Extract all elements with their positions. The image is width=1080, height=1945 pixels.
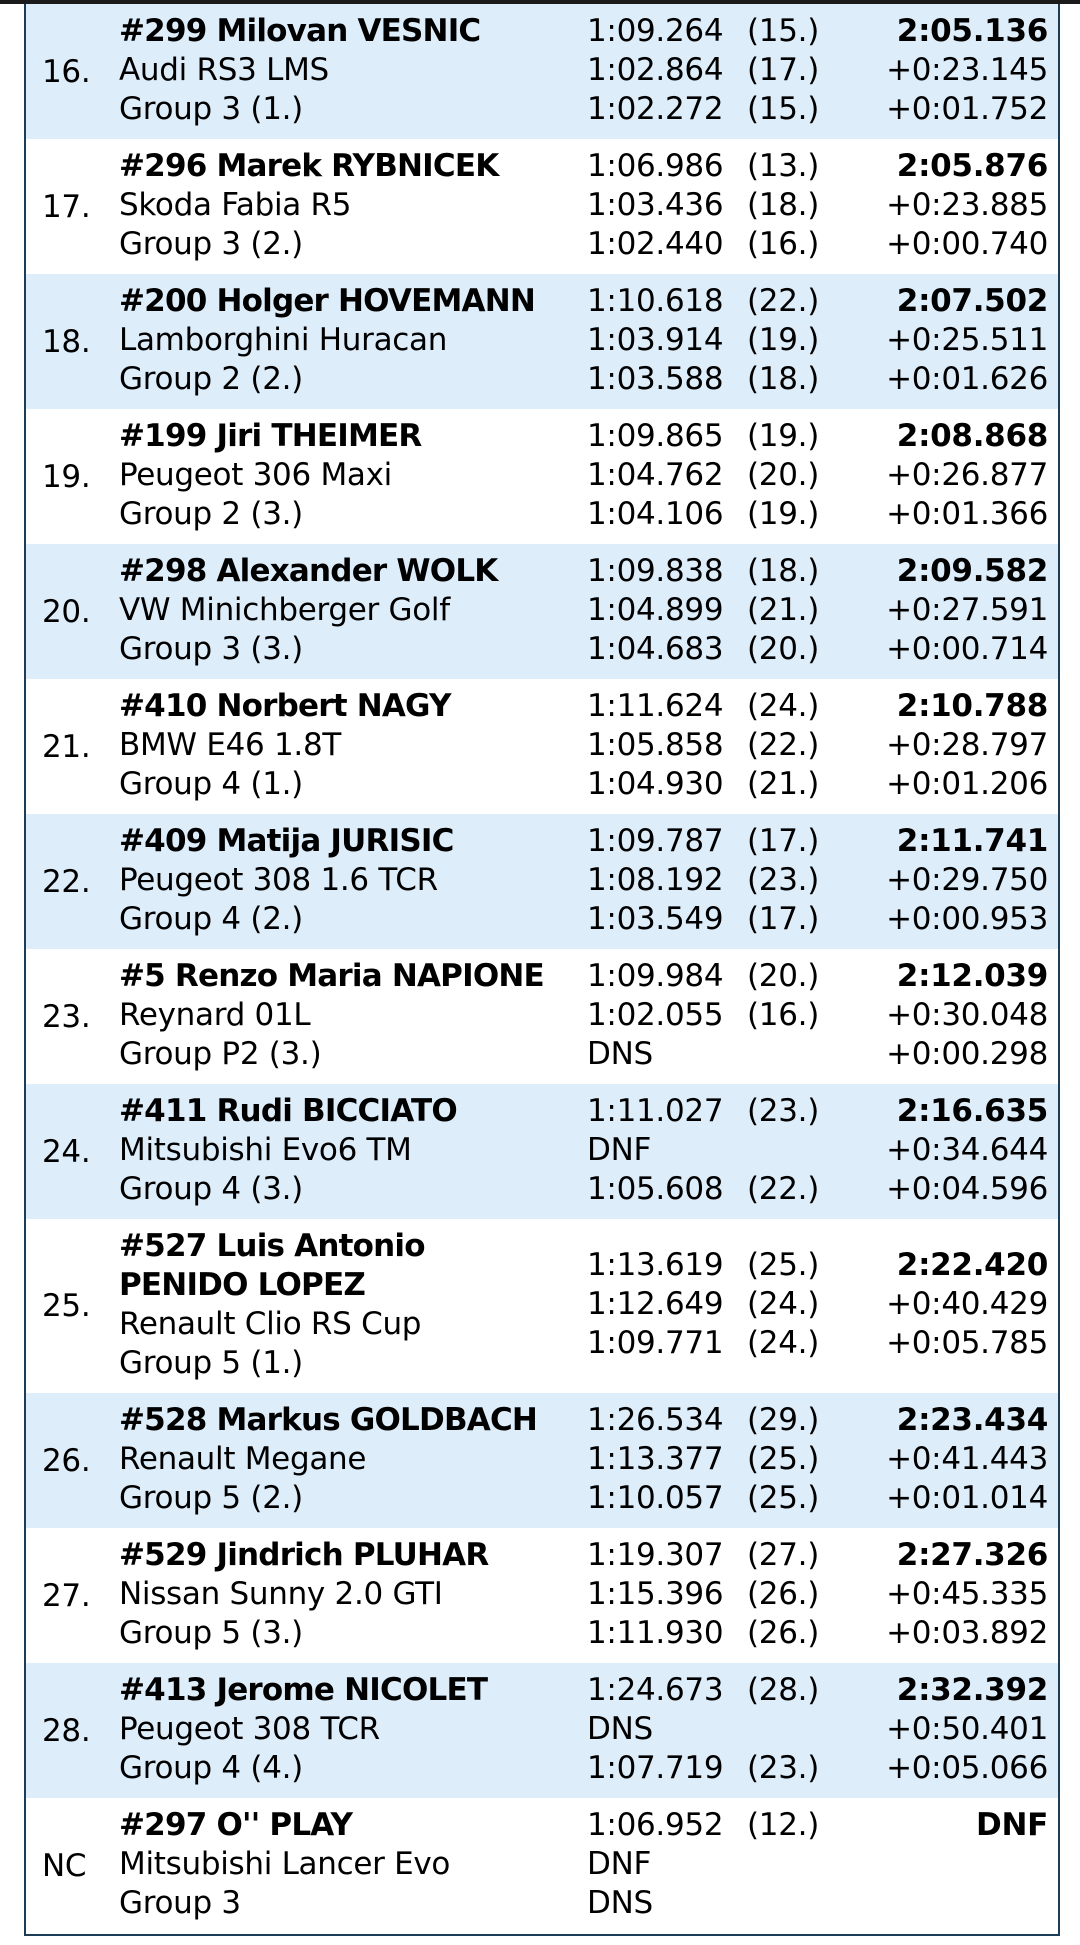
position: 18. bbox=[42, 323, 91, 360]
run-1-rank: (28.) bbox=[747, 1672, 819, 1708]
car-model: Lamborghini Huracan bbox=[119, 322, 448, 358]
total-and-gaps bbox=[848, 12, 1048, 129]
run-2-rank bbox=[747, 1710, 817, 1749]
run-1-rank: (12.) bbox=[747, 1807, 819, 1843]
run-3-time: 1:03.549 bbox=[587, 901, 724, 937]
total-time: 2:05.136 bbox=[896, 13, 1048, 49]
run-1-time: 1:09.865 bbox=[587, 418, 724, 454]
gap-to-leader: +0:50.401 bbox=[886, 1711, 1048, 1747]
car-model: VW Minichberger Golf bbox=[119, 592, 450, 628]
run-3-rank: (26.) bbox=[747, 1615, 819, 1651]
run-2-time: 1:03.436 bbox=[587, 187, 724, 223]
result-row bbox=[26, 139, 1058, 274]
gap-to-leader: +0:25.511 bbox=[886, 322, 1048, 358]
run-3-rank bbox=[747, 1884, 817, 1923]
gap-to-leader: +0:41.443 bbox=[886, 1441, 1048, 1477]
total-time: 2:09.582 bbox=[896, 553, 1048, 589]
run-1-time: 1:09.838 bbox=[587, 553, 724, 589]
gap-to-previous: +0:01.206 bbox=[886, 766, 1048, 802]
position: 27. bbox=[42, 1577, 91, 1614]
driver-name: #527 Luis Antonio PENIDO LOPEZ bbox=[119, 1228, 425, 1303]
run-1-rank: (23.) bbox=[747, 1093, 819, 1129]
run-2-rank: (20.) bbox=[747, 457, 819, 493]
position: 20. bbox=[42, 593, 91, 630]
gap-to-leader: +0:23.145 bbox=[886, 52, 1048, 88]
run-3-time: 1:11.930 bbox=[587, 1615, 724, 1651]
driver-name: #199 Jiri THEIMER bbox=[119, 418, 422, 454]
run-3-time: 1:10.057 bbox=[587, 1480, 724, 1516]
run-2-time: DNF bbox=[587, 1132, 651, 1168]
entry-info bbox=[119, 552, 539, 669]
gap-to-leader: +0:40.429 bbox=[886, 1286, 1048, 1322]
run-2-time: 1:03.914 bbox=[587, 322, 724, 358]
car-model: BMW E46 1.8T bbox=[119, 727, 342, 763]
car-model: Mitsubishi Lancer Evo bbox=[119, 1846, 451, 1882]
gap-to-previous: +0:03.892 bbox=[886, 1615, 1048, 1651]
table-bottom-border bbox=[24, 1934, 1060, 1936]
gap-to-previous: +0:00.953 bbox=[886, 901, 1048, 937]
run-1-rank: (24.) bbox=[747, 688, 819, 724]
run-2-rank: (16.) bbox=[747, 997, 819, 1033]
gap-to-previous: +0:00.298 bbox=[886, 1036, 1048, 1072]
run-2-time: 1:04.899 bbox=[587, 592, 724, 628]
car-model: Nissan Sunny 2.0 GTI bbox=[119, 1576, 443, 1612]
entry-info bbox=[119, 687, 539, 804]
total-and-gaps bbox=[848, 822, 1048, 939]
position: 24. bbox=[42, 1133, 91, 1170]
total-time: 2:22.420 bbox=[896, 1247, 1048, 1283]
gap-to-leader: +0:28.797 bbox=[886, 727, 1048, 763]
gap-to-previous: +0:01.626 bbox=[886, 361, 1048, 397]
group-class: Group 4 (2.) bbox=[119, 901, 303, 937]
gap-to-previous: +0:01.014 bbox=[886, 1480, 1048, 1516]
run-1-rank: (15.) bbox=[747, 13, 819, 49]
run-3-rank: (20.) bbox=[747, 631, 819, 667]
total-time: 2:12.039 bbox=[896, 958, 1048, 994]
run-3-time: 1:04.930 bbox=[587, 766, 724, 802]
position: 16. bbox=[42, 53, 91, 90]
run-2-rank: (25.) bbox=[747, 1441, 819, 1477]
position: 25. bbox=[42, 1288, 91, 1324]
result-row bbox=[26, 4, 1058, 139]
group-class: Group 4 (1.) bbox=[119, 766, 303, 802]
gap-to-previous: +0:00.714 bbox=[886, 631, 1048, 667]
run-2-rank: (21.) bbox=[747, 592, 819, 628]
run-3-rank: (24.) bbox=[747, 1325, 819, 1361]
entry-info bbox=[119, 1401, 539, 1518]
driver-name: #528 Markus GOLDBACH bbox=[119, 1402, 538, 1438]
run-times bbox=[587, 1536, 827, 1653]
result-row bbox=[26, 1528, 1058, 1663]
run-2-rank bbox=[747, 1131, 817, 1170]
run-times bbox=[587, 12, 827, 129]
run-3-time: 1:04.683 bbox=[587, 631, 724, 667]
total-time: 2:07.502 bbox=[896, 283, 1048, 319]
driver-name: #5 Renzo Maria NAPIONE bbox=[119, 958, 544, 994]
entry-info bbox=[119, 822, 539, 939]
gap-to-leader: +0:45.335 bbox=[886, 1576, 1048, 1612]
run-1-rank: (13.) bbox=[747, 148, 819, 184]
run-3-rank: (19.) bbox=[747, 496, 819, 532]
result-row bbox=[26, 679, 1058, 814]
run-times bbox=[587, 687, 827, 804]
run-1-time: 1:13.619 bbox=[587, 1247, 724, 1283]
run-2-rank: (26.) bbox=[747, 1576, 819, 1612]
total-and-gaps bbox=[848, 1536, 1048, 1653]
run-1-time: 1:11.027 bbox=[587, 1093, 724, 1129]
run-times bbox=[587, 822, 827, 939]
run-2-rank: (23.) bbox=[747, 862, 819, 898]
run-3-time: 1:02.440 bbox=[587, 226, 724, 262]
total-and-gaps bbox=[848, 1671, 1048, 1788]
run-2-time: DNF bbox=[587, 1846, 651, 1882]
group-class: Group 4 (3.) bbox=[119, 1171, 303, 1207]
run-3-time: DNS bbox=[587, 1036, 653, 1072]
run-2-time: 1:15.396 bbox=[587, 1576, 724, 1612]
run-1-time: 1:09.787 bbox=[587, 823, 724, 859]
driver-name: #413 Jerome NICOLET bbox=[119, 1672, 488, 1708]
total-time: 2:11.741 bbox=[896, 823, 1048, 859]
result-row bbox=[26, 544, 1058, 679]
result-row bbox=[26, 1663, 1058, 1798]
gap-to-leader: +0:23.885 bbox=[886, 187, 1048, 223]
entry-info bbox=[119, 147, 539, 264]
gap-to-leader: +0:26.877 bbox=[886, 457, 1048, 493]
position: 22. bbox=[42, 863, 91, 900]
entry-info bbox=[119, 1227, 539, 1383]
total-and-gaps bbox=[848, 1246, 1048, 1363]
run-2-time: DNS bbox=[587, 1711, 653, 1747]
driver-name: #409 Matija JURISIC bbox=[119, 823, 454, 859]
total-time: 2:16.635 bbox=[896, 1093, 1048, 1129]
run-1-time: 1:06.986 bbox=[587, 148, 724, 184]
run-times bbox=[587, 1246, 827, 1363]
result-row bbox=[26, 1084, 1058, 1219]
run-times bbox=[587, 1092, 827, 1209]
position: NC bbox=[42, 1848, 87, 1884]
entry-info bbox=[119, 957, 544, 1074]
result-row bbox=[26, 1393, 1058, 1528]
run-3-time: 1:03.588 bbox=[587, 361, 724, 397]
run-2-time: 1:08.192 bbox=[587, 862, 724, 898]
position: 28. bbox=[42, 1712, 91, 1749]
entry-info bbox=[119, 417, 539, 534]
driver-name: #200 Holger HOVEMANN bbox=[119, 283, 536, 319]
run-1-rank: (20.) bbox=[747, 958, 819, 994]
entry-info bbox=[119, 1536, 539, 1653]
run-3-rank bbox=[747, 1035, 817, 1074]
position: 17. bbox=[42, 188, 91, 225]
run-1-rank: (25.) bbox=[747, 1247, 819, 1283]
total-time: 2:10.788 bbox=[896, 688, 1048, 724]
car-model: Renault Megane bbox=[119, 1441, 367, 1477]
run-times bbox=[587, 957, 827, 1074]
run-3-rank: (17.) bbox=[747, 901, 819, 937]
result-row bbox=[26, 409, 1058, 544]
car-model: Audi RS3 LMS bbox=[119, 52, 329, 88]
run-3-rank: (15.) bbox=[747, 91, 819, 127]
driver-name: #296 Marek RYBNICEK bbox=[119, 148, 499, 184]
gap-to-previous: +0:00.740 bbox=[886, 226, 1048, 262]
run-3-rank: (23.) bbox=[747, 1750, 819, 1786]
group-class: Group 5 (2.) bbox=[119, 1480, 303, 1516]
run-2-rank: (24.) bbox=[747, 1286, 819, 1322]
run-3-rank: (16.) bbox=[747, 226, 819, 262]
total-and-gaps bbox=[848, 282, 1048, 399]
run-3-time: 1:02.272 bbox=[587, 91, 724, 127]
total-and-gaps bbox=[848, 687, 1048, 804]
group-class: Group 5 (1.) bbox=[119, 1345, 303, 1381]
run-3-rank: (22.) bbox=[747, 1171, 819, 1207]
entry-info bbox=[119, 282, 539, 399]
result-row bbox=[26, 814, 1058, 949]
run-2-time: 1:04.762 bbox=[587, 457, 724, 493]
car-model: Peugeot 308 TCR bbox=[119, 1711, 380, 1747]
run-1-time: 1:09.264 bbox=[587, 13, 724, 49]
total-time: 2:32.392 bbox=[896, 1672, 1048, 1708]
run-times bbox=[587, 1401, 827, 1518]
driver-name: #299 Milovan VESNIC bbox=[119, 13, 481, 49]
run-1-rank: (18.) bbox=[747, 553, 819, 589]
total-time: 2:23.434 bbox=[896, 1402, 1048, 1438]
car-model: Peugeot 308 1.6 TCR bbox=[119, 862, 438, 898]
driver-name: #529 Jindrich PLUHAR bbox=[119, 1537, 489, 1573]
total-and-gaps bbox=[848, 417, 1048, 534]
run-1-time: 1:06.952 bbox=[587, 1807, 724, 1843]
group-class: Group 3 (3.) bbox=[119, 631, 303, 667]
run-1-rank: (17.) bbox=[747, 823, 819, 859]
result-row bbox=[26, 949, 1058, 1084]
run-3-time: 1:04.106 bbox=[587, 496, 724, 532]
gap-to-leader: +0:34.644 bbox=[886, 1132, 1048, 1168]
group-class: Group 2 (3.) bbox=[119, 496, 303, 532]
group-class: Group 3 (2.) bbox=[119, 226, 303, 262]
total-and-gaps bbox=[848, 147, 1048, 264]
run-1-time: 1:09.984 bbox=[587, 958, 724, 994]
total-and-gaps bbox=[848, 1092, 1048, 1209]
run-3-rank: (18.) bbox=[747, 361, 819, 397]
total-time: 2:05.876 bbox=[896, 148, 1048, 184]
run-1-time: 1:19.307 bbox=[587, 1537, 724, 1573]
run-2-rank: (18.) bbox=[747, 187, 819, 223]
entry-info bbox=[119, 1092, 539, 1209]
run-1-rank: (19.) bbox=[747, 418, 819, 454]
entry-info bbox=[119, 1671, 539, 1788]
run-2-time: 1:12.649 bbox=[587, 1286, 724, 1322]
run-2-time: 1:02.864 bbox=[587, 52, 724, 88]
total-time: DNF bbox=[976, 1807, 1048, 1843]
run-3-time: 1:07.719 bbox=[587, 1750, 724, 1786]
run-2-rank: (19.) bbox=[747, 322, 819, 358]
run-3-rank: (21.) bbox=[747, 766, 819, 802]
gap-to-previous: +0:01.752 bbox=[886, 91, 1048, 127]
run-times bbox=[587, 147, 827, 264]
results-table bbox=[24, 4, 1060, 1934]
car-model: Renault Clio RS Cup bbox=[119, 1306, 422, 1342]
run-times bbox=[587, 417, 827, 534]
driver-name: #297 O'' PLAY bbox=[119, 1807, 353, 1843]
position: 26. bbox=[42, 1442, 91, 1479]
gap-to-previous: +0:05.785 bbox=[886, 1325, 1048, 1361]
run-2-rank: (17.) bbox=[747, 52, 819, 88]
result-row bbox=[26, 1798, 1058, 1934]
run-1-time: 1:24.673 bbox=[587, 1672, 724, 1708]
group-class: Group 3 (1.) bbox=[119, 91, 303, 127]
run-3-rank: (25.) bbox=[747, 1480, 819, 1516]
run-1-rank: (29.) bbox=[747, 1402, 819, 1438]
group-class: Group P2 (3.) bbox=[119, 1036, 322, 1072]
total-and-gaps bbox=[848, 1401, 1048, 1518]
group-class: Group 3 bbox=[119, 1885, 241, 1921]
entry-info bbox=[119, 1806, 539, 1923]
run-2-time: 1:13.377 bbox=[587, 1441, 724, 1477]
gap-to-previous: +0:04.596 bbox=[886, 1171, 1048, 1207]
run-times bbox=[587, 1671, 827, 1788]
group-class: Group 4 (4.) bbox=[119, 1750, 303, 1786]
run-1-rank: (22.) bbox=[747, 283, 819, 319]
car-model: Peugeot 306 Maxi bbox=[119, 457, 392, 493]
total-and-gaps bbox=[848, 957, 1048, 1074]
result-row bbox=[26, 1219, 1058, 1393]
gap-to-leader: +0:27.591 bbox=[886, 592, 1048, 628]
run-times bbox=[587, 552, 827, 669]
result-row bbox=[26, 274, 1058, 409]
gap-to-previous: +0:05.066 bbox=[886, 1750, 1048, 1786]
run-2-rank: (22.) bbox=[747, 727, 819, 763]
entry-info bbox=[119, 12, 539, 129]
driver-name: #411 Rudi BICCIATO bbox=[119, 1093, 457, 1129]
run-2-rank bbox=[747, 1845, 817, 1884]
run-1-rank: (27.) bbox=[747, 1537, 819, 1573]
run-1-time: 1:26.534 bbox=[587, 1402, 724, 1438]
driver-name: #298 Alexander WOLK bbox=[119, 553, 498, 589]
group-class: Group 2 (2.) bbox=[119, 361, 303, 397]
run-1-time: 1:10.618 bbox=[587, 283, 724, 319]
run-1-time: 1:11.624 bbox=[587, 688, 724, 724]
car-model: Reynard 01L bbox=[119, 997, 311, 1033]
total-and-gaps bbox=[848, 1806, 1048, 1845]
car-model: Mitsubishi Evo6 TM bbox=[119, 1132, 412, 1168]
driver-name: #410 Norbert NAGY bbox=[119, 688, 451, 724]
run-3-time: 1:09.771 bbox=[587, 1325, 724, 1361]
position: 23. bbox=[42, 998, 91, 1035]
total-and-gaps bbox=[848, 552, 1048, 669]
gap-to-leader: +0:29.750 bbox=[886, 862, 1048, 898]
total-time: 2:08.868 bbox=[896, 418, 1048, 454]
position: 21. bbox=[42, 728, 91, 765]
gap-to-leader: +0:30.048 bbox=[886, 997, 1048, 1033]
run-3-time: DNS bbox=[587, 1885, 653, 1921]
run-2-time: 1:02.055 bbox=[587, 997, 724, 1033]
run-times bbox=[587, 282, 827, 399]
run-times bbox=[587, 1806, 827, 1923]
group-class: Group 5 (3.) bbox=[119, 1615, 303, 1651]
run-3-time: 1:05.608 bbox=[587, 1171, 724, 1207]
position: 19. bbox=[42, 458, 91, 495]
gap-to-previous: +0:01.366 bbox=[886, 496, 1048, 532]
run-2-time: 1:05.858 bbox=[587, 727, 724, 763]
car-model: Skoda Fabia R5 bbox=[119, 187, 352, 223]
total-time: 2:27.326 bbox=[896, 1537, 1048, 1573]
